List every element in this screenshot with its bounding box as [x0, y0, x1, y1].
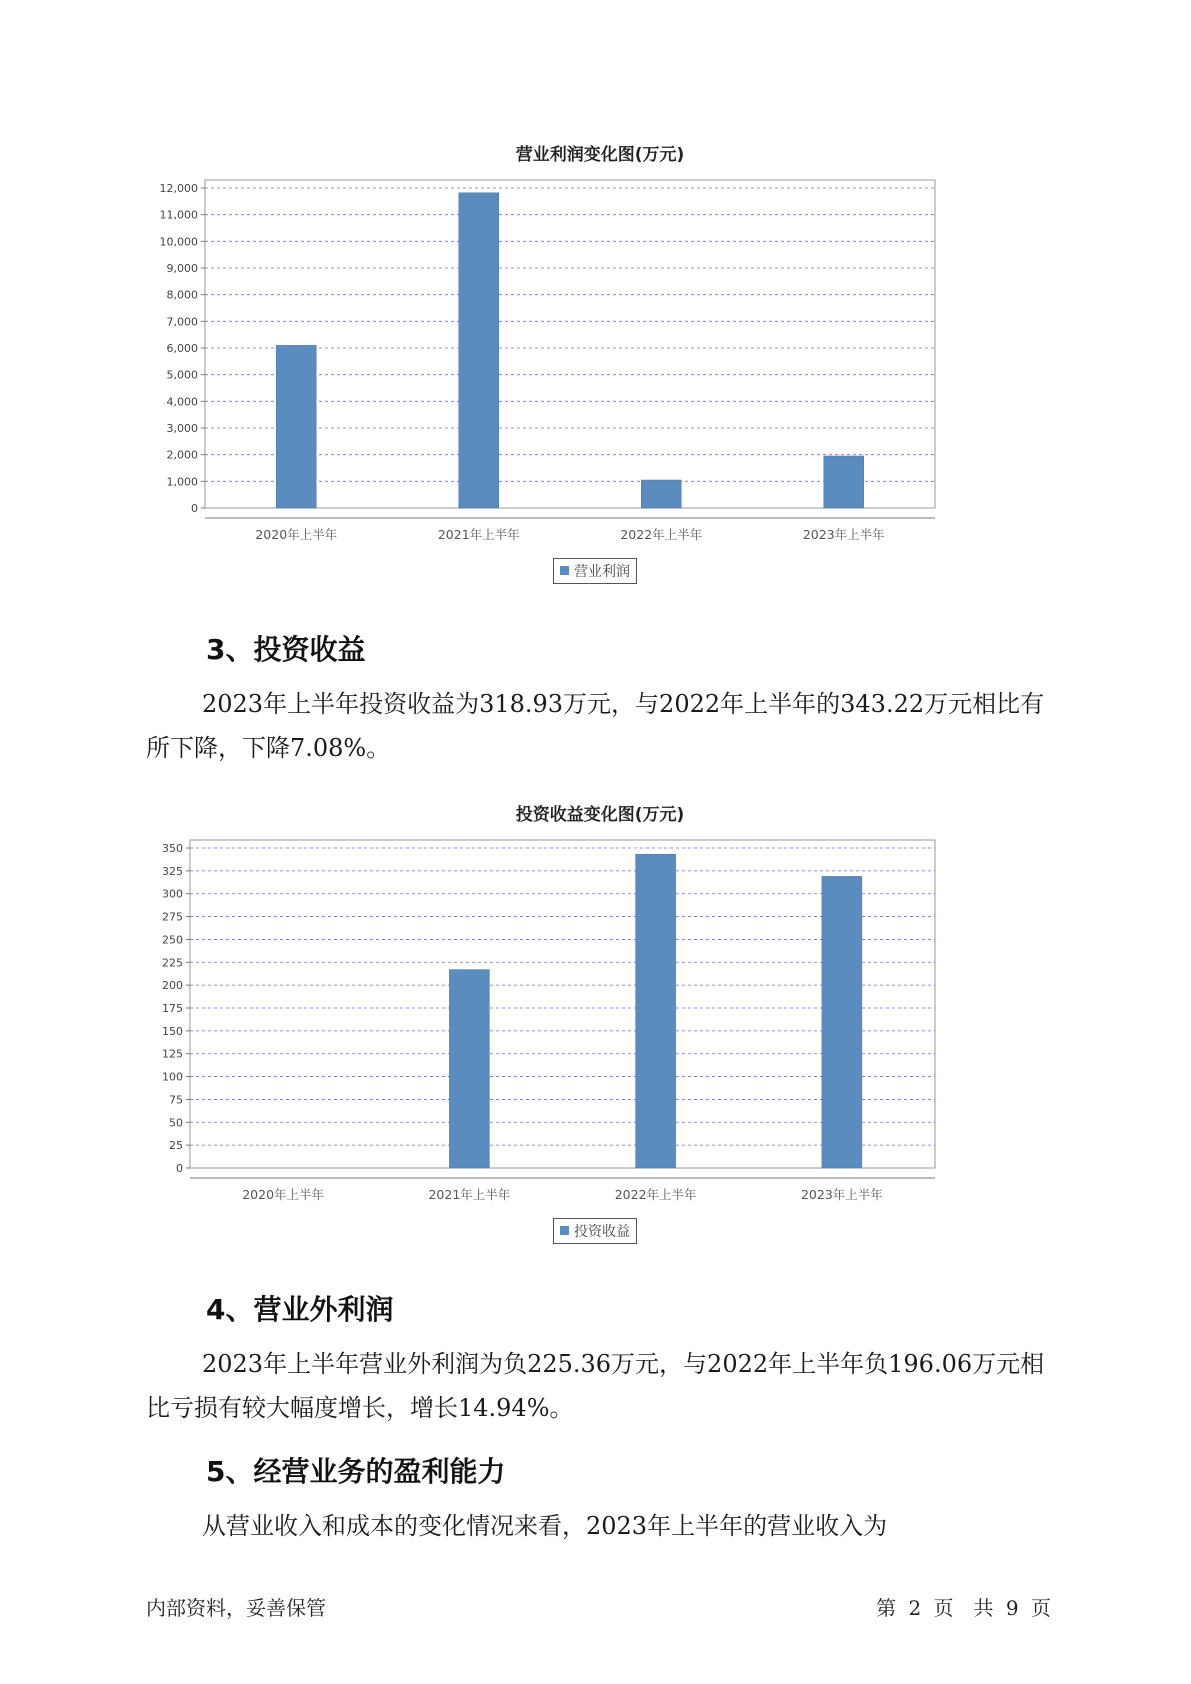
- y-tick-label: 9,000: [166, 262, 198, 275]
- bar: [276, 345, 316, 508]
- y-tick-label: 275: [162, 910, 183, 924]
- y-tick-label: 10,000: [159, 235, 198, 249]
- y-tick-label: 0: [191, 502, 198, 515]
- section-heading-5: 5、经营业务的盈利能力: [206, 1455, 506, 1488]
- y-tick-label: 0: [176, 1162, 183, 1175]
- chart-legend: [553, 558, 637, 584]
- bar: [449, 970, 489, 1168]
- y-tick-label: 200: [162, 979, 183, 993]
- y-tick-label: 3,000: [166, 422, 198, 435]
- x-tick-label: 2022年上半年: [614, 1187, 697, 1202]
- footer-confidential-note: 内部资料，妥善保管: [146, 1596, 326, 1620]
- y-tick-label: 125: [162, 1047, 183, 1061]
- y-tick-label: 1,000: [166, 475, 198, 489]
- y-tick-label: 6,000: [166, 342, 198, 355]
- chart-plot: [150, 830, 1050, 1250]
- y-tick-label: 25: [169, 1139, 183, 1153]
- chart-title: 投资收益变化图(万元): [515, 805, 685, 825]
- y-tick-label: 12,000: [159, 182, 198, 195]
- section-paragraph-4: 2023年上半年营业外利润为负225.36万元，与2022年上半年负196.06万元相比亏损有较大幅度增长，增长14.94%。: [146, 1350, 1045, 1422]
- x-tick-label: 2020年上半年: [242, 1187, 325, 1202]
- y-tick-label: 350: [162, 842, 183, 855]
- section-paragraph-3: 2023年上半年投资收益为318.93万元，与2022年上半年的343.22万元相比有所下降，下降7.08%。: [146, 690, 1045, 762]
- legend-label: 投资收益: [574, 1224, 630, 1240]
- y-tick-label: 150: [162, 1024, 183, 1038]
- bar: [636, 854, 676, 1168]
- y-tick-label: 75: [169, 1093, 183, 1107]
- bar: [641, 480, 681, 508]
- legend-swatch: [560, 566, 569, 575]
- bar: [824, 456, 864, 508]
- investment-income-chart: [150, 800, 1050, 1260]
- section-heading-4: 4、营业外利润: [206, 1293, 394, 1326]
- y-tick-label: 300: [162, 887, 183, 901]
- x-tick-label: 2022年上半年: [620, 527, 703, 542]
- legend-swatch: [560, 1226, 569, 1235]
- footer-page-number: 第 2 页 共 9 页: [876, 1596, 1051, 1620]
- x-tick-label: 2023年上半年: [800, 1187, 883, 1202]
- y-tick-label: 4,000: [166, 395, 198, 409]
- chart-plot: [150, 170, 1050, 590]
- operating-profit-chart: [150, 140, 1050, 600]
- y-tick-label: 8,000: [166, 288, 198, 302]
- x-tick-label: 2021年上半年: [428, 1187, 511, 1202]
- y-tick-label: 325: [162, 864, 183, 878]
- x-tick-label: 2023年上半年: [802, 527, 885, 542]
- y-tick-label: 100: [162, 1070, 183, 1084]
- y-tick-label: 175: [162, 1002, 183, 1015]
- section-paragraph-5: 从营业收入和成本的变化情况来看，2023年上半年的营业收入为: [202, 1512, 888, 1540]
- y-tick-label: 250: [162, 933, 183, 947]
- y-tick-label: 2,000: [166, 448, 198, 462]
- x-tick-label: 2021年上半年: [437, 527, 520, 542]
- y-tick-label: 7,000: [166, 315, 198, 329]
- legend-label: 营业利润: [574, 564, 630, 580]
- y-tick-label: 11,000: [159, 208, 198, 222]
- y-tick-label: 225: [162, 956, 183, 970]
- y-tick-label: 5,000: [166, 368, 198, 382]
- chart-title: 营业利润变化图(万元): [515, 145, 685, 165]
- section-heading-3: 3、投资收益: [206, 633, 366, 666]
- bar: [459, 193, 499, 508]
- chart-legend: [553, 1218, 637, 1244]
- x-tick-label: 2020年上半年: [255, 527, 338, 542]
- y-tick-label: 50: [169, 1116, 183, 1130]
- bar: [822, 876, 862, 1168]
